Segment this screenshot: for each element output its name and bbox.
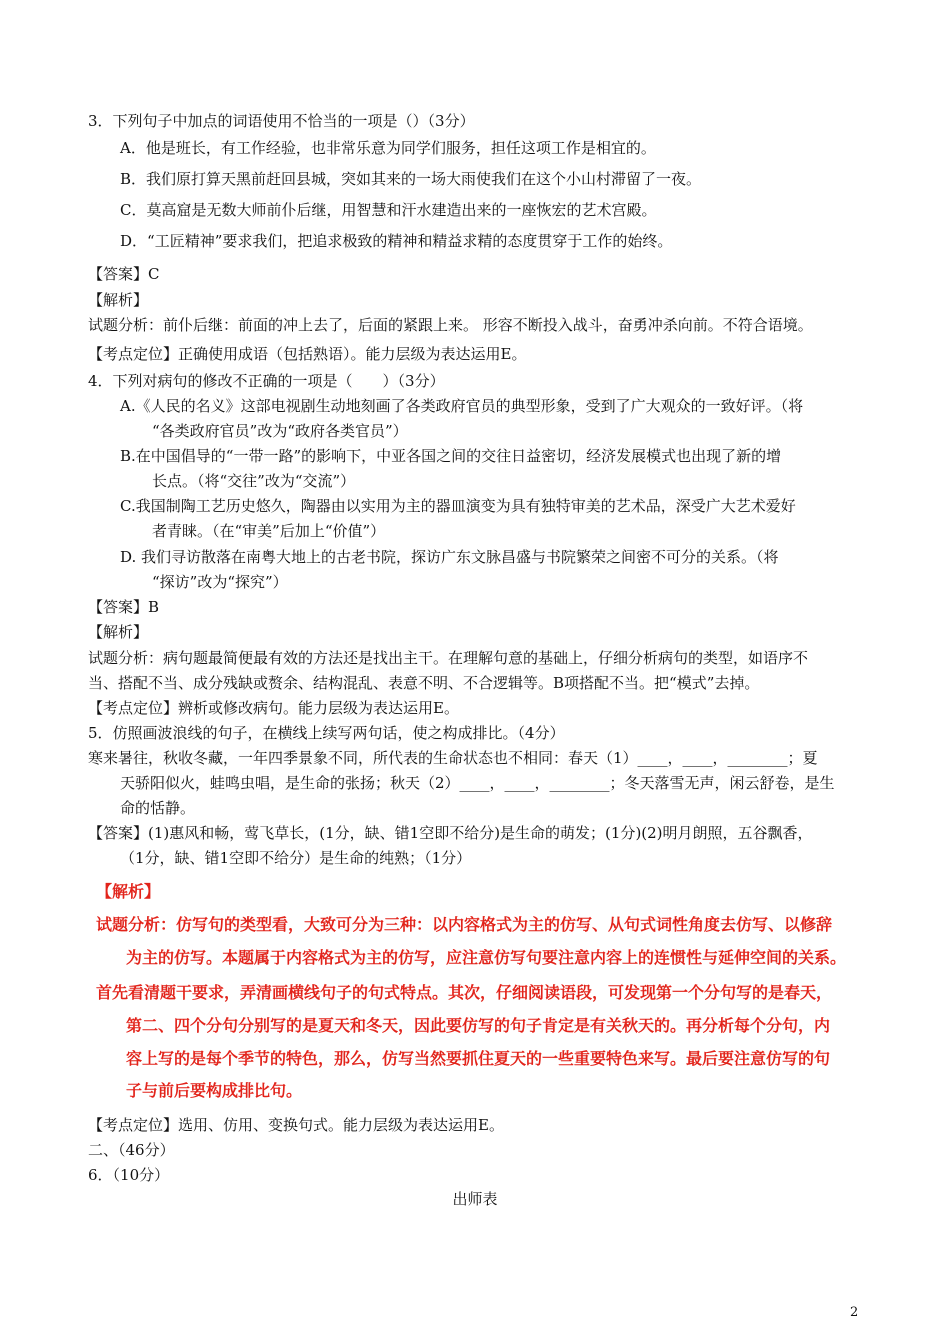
q4-answer: 【答案】B	[88, 598, 160, 616]
q5-point: 【考点定位】选用、仿用、变换句式。能力层级为表达运用E。	[88, 1116, 504, 1134]
q5-answer-line2: （1分，缺、错1空即不给分）是生命的纯熟；（1分）	[120, 849, 472, 867]
q5-analysis-line6: 子与前后要构成排比句。	[126, 1081, 303, 1100]
q3-title: 3．下列句子中加点的词语使用不恰当的一项是（）（3分）	[88, 112, 475, 130]
q4-option-c-line2: 者青睐。（在“审美”后加上“价值”）	[152, 522, 386, 540]
q5-analysis-line3: 首先看清题干要求，弄清画横线句子的句式特点。其次，仔细阅读语段，可发现第一个分句写的是春天，	[96, 983, 833, 1002]
q3-point: 【考点定位】正确使用成语（包括熟语）。能力层级为表达运用E。	[88, 345, 527, 363]
q5-text-line2: 天骄阳似火，蛙鸣虫唱，是生命的张扬；秋天（2）____，____，________；冬天落雪无声，闲云舒卷，是生	[120, 774, 835, 792]
q4-analysis-label: 【解析】	[88, 623, 149, 641]
q3-answer: 【答案】C	[88, 265, 160, 283]
q3-option-c: C．莫高窟是无数大师前仆后继，用智慧和汗水建造出来的一座恢宏的艺术宫殿。	[120, 201, 657, 219]
q4-title: 4．下列对病句的修改不正确的一项是（ ）（3分）	[88, 372, 445, 390]
q3-analysis: 试题分析：前仆后继：前面的冲上去了，后面的紧跟上来。 形容不断投入战斗，奋勇冲杀向前。不符合语境。	[88, 316, 813, 334]
q5-analysis-line1: 试题分析：仿写句的类型看，大致可分为三种：以内容格式为主的仿写、从句式词性角度去仿写、以修辞	[96, 915, 833, 934]
q4-option-c-line1: C.我国制陶工艺历史悠久，陶器由以实用为主的器皿演变为具有独特审美的艺术品，深受广大艺术爱好	[120, 497, 796, 515]
section-two-heading: 二、（46分）	[88, 1141, 175, 1159]
q5-answer-line1: 【答案】(1)惠风和畅，莺飞草长，(1分，缺、错1空即不给分)是生命的萌发；(1分)(2)明月朗照，五谷飘香，	[88, 824, 813, 842]
q4-option-d-line2: “探访”改为“探究”）	[152, 573, 288, 591]
q4-option-d-line1: D. 我们寻访散落在南粤大地上的古老书院，探访广东文脉昌盛与书院繁荣之间密不可分的关系。（将	[120, 548, 779, 566]
q3-option-a: A．他是班长，有工作经验，也非常乐意为同学们服务，担任这项工作是相宜的。	[120, 139, 656, 157]
q5-analysis-line2: 为主的仿写。本题属于内容格式为主的仿写，应注意仿写句要注意内容上的连惯性与延伸空间的关系。	[126, 948, 847, 967]
q3-analysis-label: 【解析】	[88, 291, 149, 309]
q5-title: 5．仿照画波浪线的句子，在横线上续写两句话，使之构成排比。（4分）	[88, 724, 565, 742]
q4-point: 【考点定位】辨析或修改病句。能力层级为表达运用E。	[88, 699, 459, 717]
page-number: 2	[850, 1305, 859, 1320]
q4-option-b-line1: B.在中国倡导的“一带一路”的影响下，中亚各国之间的交往日益密切，经济发展模式也出现了新的增	[120, 447, 782, 465]
q4-analysis-line2: 当、搭配不当、成分残缺或赘余、结构混乱、表意不明、不合逻辑等。B项搭配不当。把“模式”去掉。	[88, 674, 760, 692]
q3-option-b: B．我们原打算天黑前赶回县城，突如其来的一场大雨使我们在这个小山村滞留了一夜。	[120, 170, 702, 188]
q4-option-a-line1: A.《人民的名义》这部电视剧生动地刻画了各类政府官员的典型形象，受到了广大观众的一致好评。（将	[120, 397, 804, 415]
q5-analysis-label: 【解析】	[96, 882, 161, 901]
q5-text-line3: 命的恬静。	[120, 799, 196, 817]
q6-title: 6．（10分）	[88, 1166, 170, 1184]
q4-option-a-line2: “各类政府官员”改为“政府各类官员”）	[152, 422, 408, 440]
q3-option-d: D．“工匠精神”要求我们，把追求极致的精神和精益求精的态度贯穿于工作的始终。	[120, 232, 673, 250]
passage-title: 出师表	[452, 1190, 498, 1208]
q4-analysis-line1: 试题分析：病句题最简便最有效的方法还是找出主干。在理解句意的基础上，仔细分析病句的类型，如语序不	[88, 649, 809, 667]
q5-text-line1: 寒来暑往，秋收冬藏，一年四季景象不同，所代表的生命状态也不相同：春天（1）____，____，________；夏	[88, 749, 818, 767]
q5-analysis-line5: 容上写的是每个季节的特色，那么，仿写当然要抓住夏天的一些重要特色来写。最后要注意仿写的句	[126, 1049, 831, 1068]
q4-option-b-line2: 长点。（将“交往”改为“交流”）	[152, 472, 356, 490]
q5-analysis-line4: 第二、四个分句分别写的是夏天和冬天，因此要仿写的句子肯定是有关秋天的。再分析每个分句，内	[126, 1016, 831, 1035]
